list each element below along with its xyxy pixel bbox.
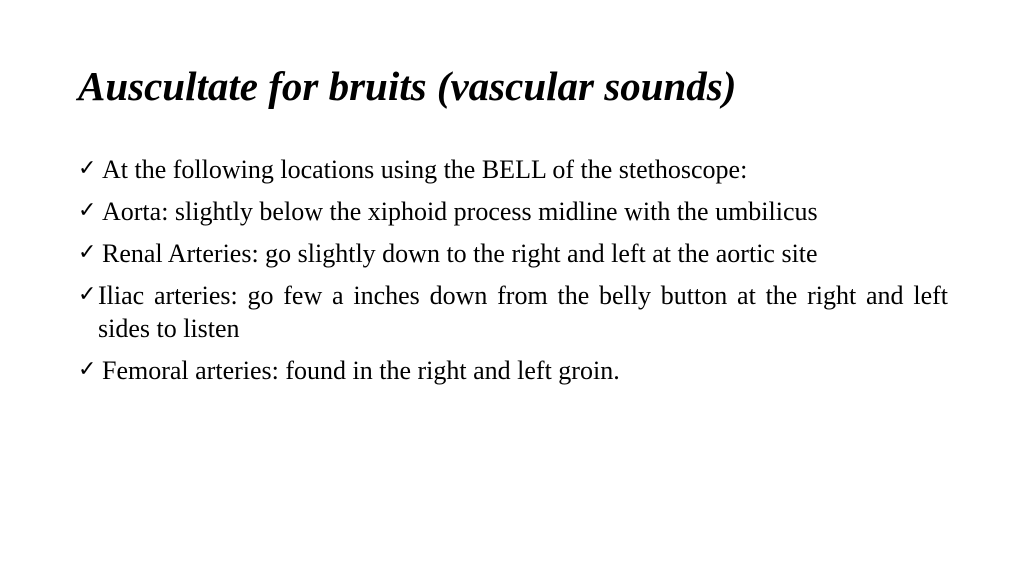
check-icon: ✓ <box>78 282 97 307</box>
list-item <box>78 279 948 345</box>
check-icon: ✓ <box>78 240 97 265</box>
bullet-text: At the following locations using the BELL of the stethoscope: <box>102 155 748 184</box>
check-icon: ✓ <box>78 198 97 223</box>
bullet-list <box>78 153 946 396</box>
check-icon: ✓ <box>78 357 97 382</box>
bullet-text: Iliac arteries: go few a inches down from the belly button at the right and left sides to listen <box>98 281 948 343</box>
list-item <box>78 354 946 387</box>
bullet-text: Aorta: slightly below the xiphoid process midline with the umbilicus <box>102 197 818 226</box>
bullet-text: Renal Arteries: go slightly down to the right and left at the aortic site <box>102 239 818 268</box>
check-icon: ✓ <box>78 156 97 181</box>
bullet-text: Femoral arteries: found in the right and left groin. <box>102 356 620 385</box>
list-item <box>78 237 946 270</box>
slide-title: Auscultate for bruits (vascular sounds) <box>78 63 737 109</box>
list-item <box>78 153 946 186</box>
list-item <box>78 195 946 228</box>
